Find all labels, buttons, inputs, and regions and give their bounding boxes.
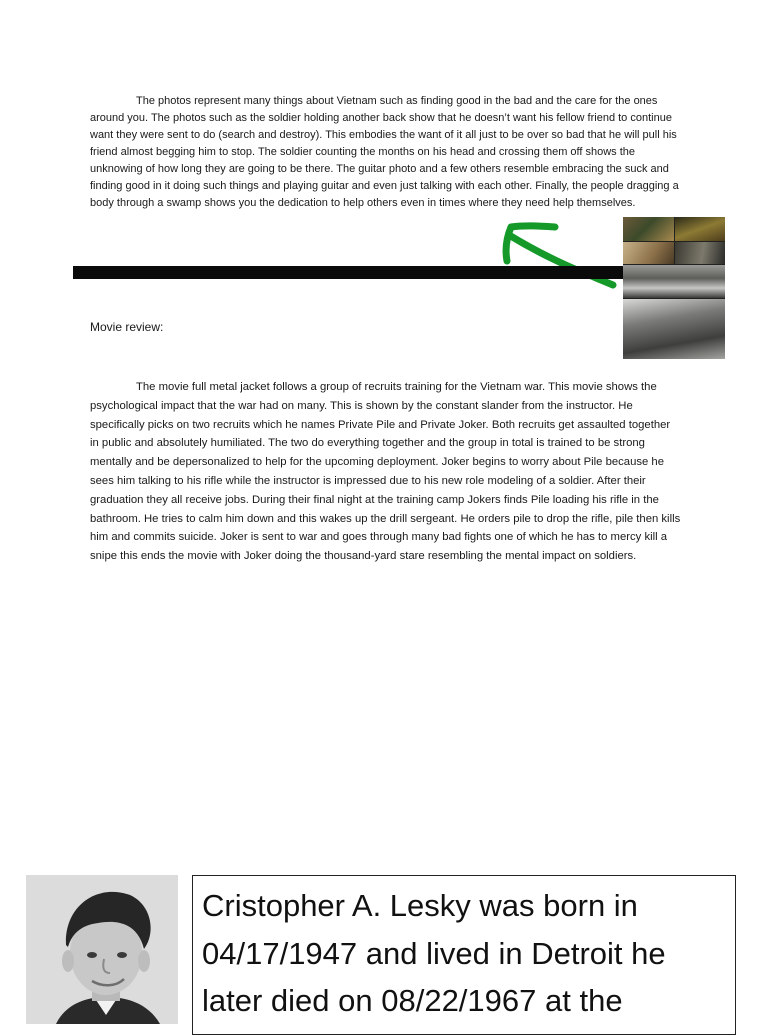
collage-photo: [675, 217, 726, 241]
movie-review-paragraph: The movie full metal jacket follows a group of recruits training for the Vietnam war. This movie shows the psychological impact that the war had on many. This is shown by the constant slander from the instructor. He specifically picks on two recruits which he names Private Pile and Private Joker. Both recruits get assaulted together in public and absolutely humiliated. The two do everything together and the group in total is trained to be strong mentally and be depersonalized to help for the upcoming deployment. Joker begins to worry about Pile because he sees him talking to his rifle while the instructor is impressed due to his new role modeling of a soldier. After their graduation they all receive jobs. During their final night at the training camp Jokers finds Pile loading his rifle in the bathroom. He tries to calm him down and this wakes up the drill sergeant. He orders pile to drop the rifle, pile then kills him and commits suicide. Joker is sent to war and goes through many bad fights one of which he has to mercy kill a snipe this ends the movie with Joker doing the thousand-yard stare resembling the mental impact on soldiers.: [90, 381, 681, 563]
biography-box: [192, 875, 736, 1035]
collage-photo: [623, 242, 674, 264]
vietnam-photo-collage: [623, 217, 725, 356]
section-divider: [73, 266, 633, 279]
portrait-photo: [26, 875, 178, 1024]
photo-essay-paragraph: The photos represent many things about Vietnam such as finding good in the bad and the care for the ones around you. The photos such as the soldier holding another back show that he doesn’t want his fellow friend to continue want they were sent to do (search and destroy). This embodies the want of it all just to be over so bad that he will pull his friend almost begging him to stop. The soldier counting the months on his head and crossing them off shows the unknowing of how long they are going to be there. The guitar photo and a few others resemble embracing the suck and finding good in it doing such things and playing guitar and even just talking with each other. Finally, the people dragging a body through a swamp shows you the dedication to help others even in times where they need help themselves.: [90, 95, 679, 209]
arrow-icon: [495, 215, 625, 295]
collage-photo: [623, 217, 674, 241]
movie-review-heading: Movie review:: [90, 320, 164, 334]
biography-text: Cristopher A. Lesky was born in 04/17/1947 and lived in Detroit he later died on 08/22/1967 at the: [202, 888, 666, 1018]
portrait-image: [26, 875, 178, 1024]
collage-photo: [675, 242, 726, 264]
collage-photo: [623, 265, 725, 298]
collage-photo: [623, 299, 725, 359]
